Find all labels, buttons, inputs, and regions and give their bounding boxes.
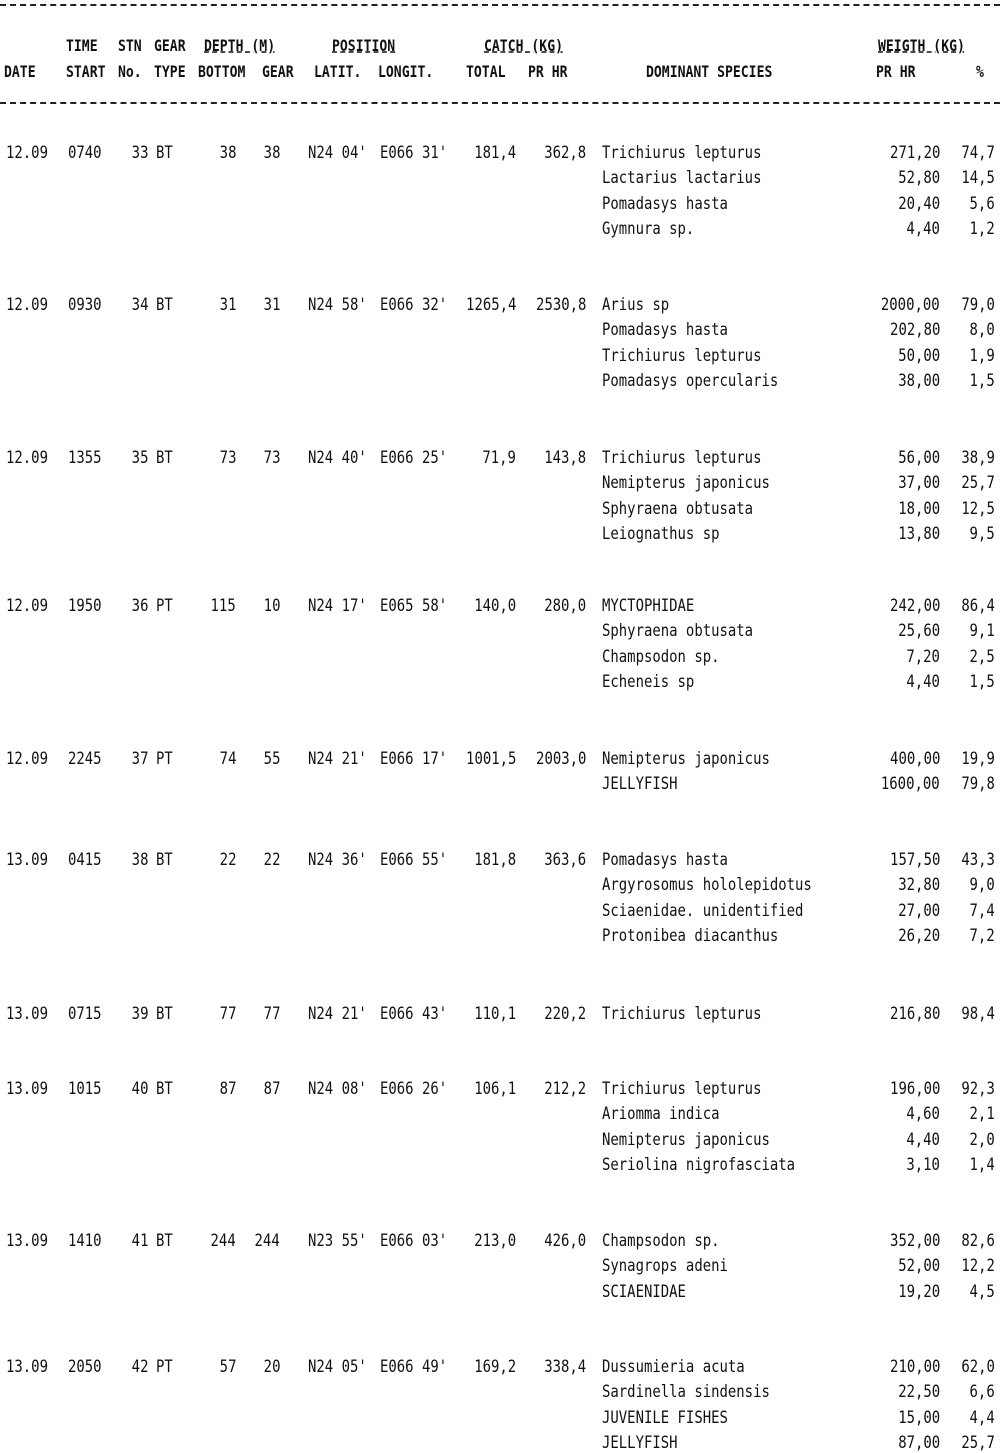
- latitude-cell: N24 08': [308, 1079, 367, 1099]
- catch-total-cell: 181,8: [474, 850, 516, 870]
- date-cell: 12.09: [6, 448, 48, 468]
- species-name: Lactarius lactarius: [602, 168, 762, 188]
- station-cell: 39: [131, 1004, 148, 1024]
- species-percent: 1,4: [969, 1155, 995, 1175]
- species-percent: 25,7: [961, 473, 995, 493]
- species-weight: 32,80: [898, 875, 940, 895]
- header-dominant-species: DOMINANT SPECIES: [646, 62, 773, 81]
- date-cell: 13.09: [6, 1079, 48, 1099]
- gear-depth-cell: 10: [263, 596, 280, 616]
- species-percent: 98,4: [961, 1004, 995, 1024]
- species-weight: 25,60: [898, 621, 940, 641]
- species-weight: 242,00: [889, 596, 940, 616]
- species-percent: 25,7: [961, 1433, 995, 1453]
- header-gear: GEAR: [154, 36, 186, 55]
- date-cell: 13.09: [6, 850, 48, 870]
- catch-total-cell: 71,9: [482, 448, 516, 468]
- station-cell: 40: [131, 1079, 148, 1099]
- header-date: DATE: [4, 62, 36, 81]
- species-name: Champsodon sp.: [602, 1231, 720, 1251]
- gear-depth-cell: 77: [263, 1004, 280, 1024]
- species-weight: 216,80: [889, 1004, 940, 1024]
- station-cell: 36: [131, 596, 148, 616]
- species-name: Trichiurus lepturus: [602, 1079, 762, 1099]
- species-weight: 4,60: [906, 1104, 940, 1124]
- species-percent: 12,2: [961, 1256, 995, 1276]
- catch-pr-hr-cell: 2530,8: [535, 295, 586, 315]
- top-dashed-rule: [0, 4, 1000, 6]
- header-catch-group: CATCH (KG): [484, 36, 563, 55]
- species-name: Sphyraena obtusata: [602, 621, 754, 641]
- species-percent: 38,9: [961, 448, 995, 468]
- catch-pr-hr-cell: 143,8: [544, 448, 586, 468]
- species-percent: 9,1: [969, 621, 995, 641]
- header-percent: %: [976, 62, 984, 81]
- latitude-cell: N24 21': [308, 749, 367, 769]
- species-name: Seriolina nigrofasciata: [602, 1155, 796, 1175]
- catch-pr-hr-cell: 2003,0: [535, 749, 586, 769]
- species-name: Nemipterus japonicus: [602, 749, 770, 769]
- gear-type-cell: BT: [156, 295, 173, 315]
- species-weight: 202,80: [889, 320, 940, 340]
- species-percent: 9,0: [969, 875, 995, 895]
- header-latitude: LATIT.: [314, 62, 362, 81]
- species-weight: 52,00: [898, 1256, 940, 1276]
- header-catch-pr-hr: PR HR: [528, 62, 568, 81]
- species-weight: 19,20: [898, 1282, 940, 1302]
- species-name: MYCTOPHIDAE: [602, 596, 695, 616]
- station-cell: 41: [131, 1231, 148, 1251]
- species-weight: 352,00: [889, 1231, 940, 1251]
- species-percent: 8,0: [969, 320, 995, 340]
- gear-depth-cell: 55: [263, 749, 280, 769]
- species-weight: 157,50: [889, 850, 940, 870]
- species-weight: 52,80: [898, 168, 940, 188]
- time-cell: 0930: [68, 295, 102, 315]
- bottom-depth-cell: 87: [219, 1079, 236, 1099]
- header-depth-bottom: BOTTOM: [198, 62, 246, 81]
- species-weight: 196,00: [889, 1079, 940, 1099]
- bottom-depth-cell: 57: [219, 1357, 236, 1377]
- bottom-depth-cell: 77: [219, 1004, 236, 1024]
- latitude-cell: N24 21': [308, 1004, 367, 1024]
- species-name: SCIAENIDAE: [602, 1282, 686, 1302]
- bottom-depth-cell: 22: [219, 850, 236, 870]
- species-name: Gymnura sp.: [602, 219, 695, 239]
- longitude-cell: E066 25': [380, 448, 448, 468]
- longitude-cell: E066 32': [380, 295, 448, 315]
- species-weight: 13,80: [898, 524, 940, 544]
- catch-pr-hr-cell: 426,0: [544, 1231, 586, 1251]
- species-weight: 38,00: [898, 371, 940, 391]
- gear-type-cell: BT: [156, 1231, 173, 1251]
- header-depth-group: DEPTH (M): [204, 36, 276, 55]
- species-weight: 210,00: [889, 1357, 940, 1377]
- gear-depth-cell: 244: [254, 1231, 280, 1251]
- species-weight: 56,00: [898, 448, 940, 468]
- species-weight: 271,20: [889, 143, 940, 163]
- species-percent: 5,6: [969, 194, 995, 214]
- species-name: Trichiurus lepturus: [602, 143, 762, 163]
- gear-depth-cell: 22: [263, 850, 280, 870]
- species-name: Pomadasys hasta: [602, 850, 728, 870]
- gear-type-cell: BT: [156, 143, 173, 163]
- species-percent: 7,2: [969, 926, 995, 946]
- species-name: Protonibea diacanthus: [602, 926, 779, 946]
- gear-depth-cell: 31: [263, 295, 280, 315]
- header-stn-no: No.: [118, 62, 142, 81]
- date-cell: 13.09: [6, 1004, 48, 1024]
- latitude-cell: N24 36': [308, 850, 367, 870]
- bottom-depth-cell: 115: [210, 596, 236, 616]
- species-name: Pomadasys hasta: [602, 194, 728, 214]
- time-cell: 1015: [68, 1079, 102, 1099]
- gear-depth-cell: 73: [263, 448, 280, 468]
- station-cell: 37: [131, 749, 148, 769]
- time-cell: 0415: [68, 850, 102, 870]
- header-time-start: START: [66, 62, 106, 81]
- catch-pr-hr-cell: 338,4: [544, 1357, 586, 1377]
- species-name: JELLYFISH: [602, 774, 678, 794]
- species-percent: 2,1: [969, 1104, 995, 1124]
- species-percent: 14,5: [961, 168, 995, 188]
- species-name: Leiognathus sp: [602, 524, 720, 544]
- species-weight: 15,00: [898, 1408, 940, 1428]
- longitude-cell: E066 55': [380, 850, 448, 870]
- species-percent: 9,5: [969, 524, 995, 544]
- header-gear-type: TYPE: [154, 62, 186, 81]
- species-weight: 87,00: [898, 1433, 940, 1453]
- species-percent: 79,0: [961, 295, 995, 315]
- species-percent: 19,9: [961, 749, 995, 769]
- catch-total-cell: 213,0: [474, 1231, 516, 1251]
- station-cell: 33: [131, 143, 148, 163]
- species-name: Trichiurus lepturus: [602, 346, 762, 366]
- gear-type-cell: PT: [156, 1357, 173, 1377]
- species-percent: 82,6: [961, 1231, 995, 1251]
- species-name: Ariomma indica: [602, 1104, 720, 1124]
- catch-total-cell: 1265,4: [465, 295, 516, 315]
- date-cell: 12.09: [6, 749, 48, 769]
- longitude-cell: E065 58': [380, 596, 448, 616]
- species-weight: 22,50: [898, 1382, 940, 1402]
- time-cell: 2050: [68, 1357, 102, 1377]
- latitude-cell: N24 04': [308, 143, 367, 163]
- header-stn: STN: [118, 36, 142, 55]
- species-name: Echeneis sp: [602, 672, 695, 692]
- species-name: Trichiurus lepturus: [602, 448, 762, 468]
- catch-pr-hr-cell: 363,6: [544, 850, 586, 870]
- species-name: Arius sp: [602, 295, 670, 315]
- species-name: JELLYFISH: [602, 1433, 678, 1453]
- species-percent: 6,6: [969, 1382, 995, 1402]
- header-weight-pr-hr: PR HR: [876, 62, 916, 81]
- catch-total-cell: 169,2: [474, 1357, 516, 1377]
- header-dashed-rule: [0, 102, 1000, 104]
- catch-total-cell: 140,0: [474, 596, 516, 616]
- gear-depth-cell: 87: [263, 1079, 280, 1099]
- date-cell: 12.09: [6, 143, 48, 163]
- catch-pr-hr-cell: 362,8: [544, 143, 586, 163]
- gear-type-cell: PT: [156, 596, 173, 616]
- species-name: Pomadasys hasta: [602, 320, 728, 340]
- gear-type-cell: BT: [156, 1079, 173, 1099]
- species-name: Pomadasys opercularis: [602, 371, 779, 391]
- species-weight: 3,10: [906, 1155, 940, 1175]
- species-weight: 1600,00: [881, 774, 940, 794]
- time-cell: 2245: [68, 749, 102, 769]
- species-weight: 4,40: [906, 219, 940, 239]
- latitude-cell: N24 05': [308, 1357, 367, 1377]
- species-percent: 1,5: [969, 672, 995, 692]
- species-weight: 400,00: [889, 749, 940, 769]
- species-weight: 50,00: [898, 346, 940, 366]
- species-percent: 86,4: [961, 596, 995, 616]
- date-cell: 13.09: [6, 1357, 48, 1377]
- species-name: Nemipterus japonicus: [602, 1130, 770, 1150]
- species-percent: 7,4: [969, 901, 995, 921]
- catch-pr-hr-cell: 220,2: [544, 1004, 586, 1024]
- species-weight: 7,20: [906, 647, 940, 667]
- bottom-depth-cell: 74: [219, 749, 236, 769]
- species-percent: 4,4: [969, 1408, 995, 1428]
- longitude-cell: E066 43': [380, 1004, 448, 1024]
- species-percent: 1,5: [969, 371, 995, 391]
- header-time: TIME: [66, 36, 98, 55]
- species-name: JUVENILE FISHES: [602, 1408, 728, 1428]
- latitude-cell: N24 40': [308, 448, 367, 468]
- catch-total-cell: 1001,5: [465, 749, 516, 769]
- longitude-cell: E066 17': [380, 749, 448, 769]
- species-name: Dussumieria acuta: [602, 1357, 745, 1377]
- bottom-depth-cell: 31: [219, 295, 236, 315]
- species-percent: 79,8: [961, 774, 995, 794]
- longitude-cell: E066 03': [380, 1231, 448, 1251]
- catch-pr-hr-cell: 212,2: [544, 1079, 586, 1099]
- species-name: Trichiurus lepturus: [602, 1004, 762, 1024]
- catch-pr-hr-cell: 280,0: [544, 596, 586, 616]
- time-cell: 0740: [68, 143, 102, 163]
- latitude-cell: N24 58': [308, 295, 367, 315]
- species-percent: 43,3: [961, 850, 995, 870]
- species-name: Sphyraena obtusata: [602, 499, 754, 519]
- date-cell: 13.09: [6, 1231, 48, 1251]
- catch-total-cell: 181,4: [474, 143, 516, 163]
- species-name: Synagrops adeni: [602, 1256, 728, 1276]
- longitude-cell: E066 26': [380, 1079, 448, 1099]
- date-cell: 12.09: [6, 596, 48, 616]
- catch-total-cell: 110,1: [474, 1004, 516, 1024]
- species-percent: 2,5: [969, 647, 995, 667]
- bottom-depth-cell: 73: [219, 448, 236, 468]
- gear-type-cell: BT: [156, 1004, 173, 1024]
- station-cell: 35: [131, 448, 148, 468]
- gear-type-cell: BT: [156, 448, 173, 468]
- header-longitude: LONGIT.: [378, 62, 434, 81]
- species-weight: 4,40: [906, 672, 940, 692]
- longitude-cell: E066 49': [380, 1357, 448, 1377]
- longitude-cell: E066 31': [380, 143, 448, 163]
- time-cell: 1410: [68, 1231, 102, 1251]
- gear-depth-cell: 20: [263, 1357, 280, 1377]
- date-cell: 12.09: [6, 295, 48, 315]
- header-weight-group: WEIGTH (KG): [878, 36, 965, 55]
- header-position-group: POSITION: [332, 36, 396, 55]
- species-name: Nemipterus japonicus: [602, 473, 770, 493]
- latitude-cell: N24 17': [308, 596, 367, 616]
- species-percent: 62,0: [961, 1357, 995, 1377]
- species-weight: 37,00: [898, 473, 940, 493]
- species-name: Sciaenidae. unidentified: [602, 901, 804, 921]
- catch-total-cell: 106,1: [474, 1079, 516, 1099]
- species-weight: 4,40: [906, 1130, 940, 1150]
- station-cell: 34: [131, 295, 148, 315]
- species-name: Champsodon sp.: [602, 647, 720, 667]
- time-cell: 0715: [68, 1004, 102, 1024]
- species-name: Sardinella sindensis: [602, 1382, 770, 1402]
- time-cell: 1950: [68, 596, 102, 616]
- species-name: Argyrosomus hololepidotus: [602, 875, 812, 895]
- species-percent: 1,2: [969, 219, 995, 239]
- species-percent: 92,3: [961, 1079, 995, 1099]
- species-weight: 26,20: [898, 926, 940, 946]
- header-depth-gear: GEAR: [262, 62, 294, 81]
- bottom-depth-cell: 38: [219, 143, 236, 163]
- species-weight: 2000,00: [881, 295, 940, 315]
- species-percent: 4,5: [969, 1282, 995, 1302]
- time-cell: 1355: [68, 448, 102, 468]
- species-percent: 12,5: [961, 499, 995, 519]
- species-percent: 1,9: [969, 346, 995, 366]
- species-weight: 18,00: [898, 499, 940, 519]
- station-cell: 38: [131, 850, 148, 870]
- bottom-depth-cell: 244: [210, 1231, 236, 1251]
- gear-type-cell: BT: [156, 850, 173, 870]
- header-catch-total: TOTAL: [466, 62, 506, 81]
- species-weight: 27,00: [898, 901, 940, 921]
- species-weight: 20,40: [898, 194, 940, 214]
- latitude-cell: N23 55': [308, 1231, 367, 1251]
- species-percent: 74,7: [961, 143, 995, 163]
- species-percent: 2,0: [969, 1130, 995, 1150]
- gear-depth-cell: 38: [263, 143, 280, 163]
- gear-type-cell: PT: [156, 749, 173, 769]
- station-cell: 42: [131, 1357, 148, 1377]
